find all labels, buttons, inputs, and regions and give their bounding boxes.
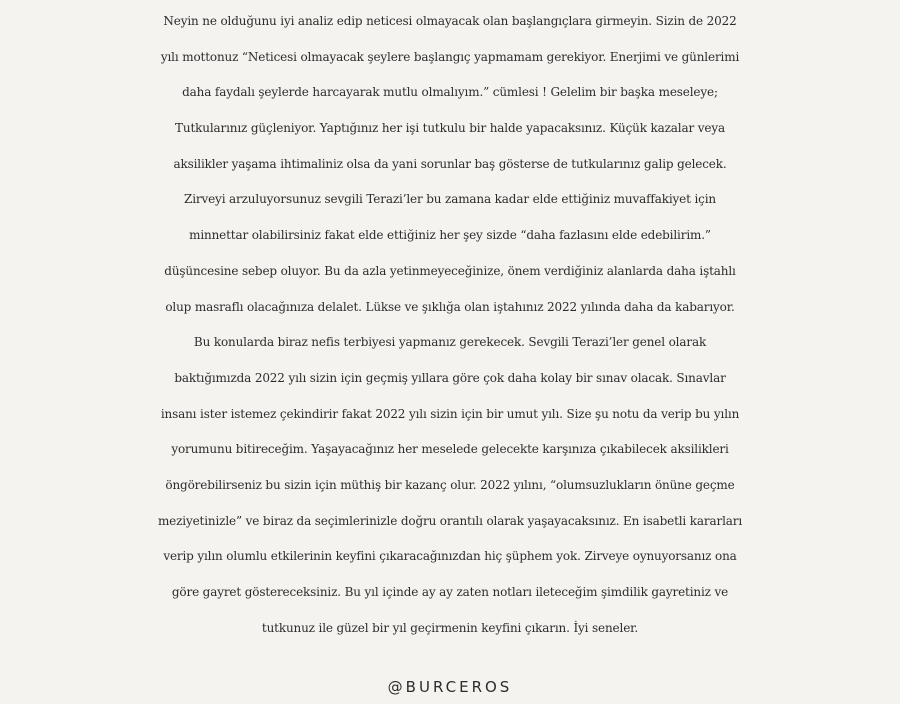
article-line: Neyin ne olduğunu iyi analiz edip neticesi olmayacak olan başlangıçlara girmeyin. Sizin de 2022 [163, 14, 737, 28]
article-line: insanı ister istemez çekindirir fakat 2022 yılı sizin için bir umut yılı. Size şu notu da verip bu yılın [160, 406, 740, 421]
article-line: daha faydalı şeylerde harcayarak mutlu olmalıyım.” cümlesi ! Gelelim bir başka meseleye; [182, 85, 718, 100]
article-line: olup masraflı olacağınıza delalet. Lükse ve şıklığa olan iştahınız 2022 yılında daha da kabarıyor. [165, 299, 735, 314]
article-line: düşüncesine sebep oluyor. Bu da azla yetinmeyeceğinize, önem verdiğiniz alanlarda daha iştahlı [164, 263, 736, 278]
article-line: verip yılın olumlu etkilerinin keyfini çıkaracağınızdan hiç şüphem yok. Zirveye oynuyorsanız ona [163, 549, 737, 564]
article-line: Bu konularda biraz nefis terbiyesi yapmanız gerekecek. Sevgili Terazi’ler genel olarak [193, 335, 707, 350]
horoscope-article [0, 4, 900, 646]
article-line: aksilikler yaşama ihtimaliniz olsa da yani sorunlar baş gösterse de tutkularınız galip gelecek. [173, 156, 727, 171]
article-line: öngörebilirseniz bu sizin için müthiş bir kazanç olur. 2022 yılını, “olumsuzlukların önüne geçme [165, 477, 735, 492]
article-line: yorumunu bitireceğim. Yaşayacağınız her meselede gelecekte karşınıza çıkabilecek aksilikleri [171, 442, 729, 457]
article-line: tutkunuz ile güzel bir yıl geçirmenin keyfini çıkarın. İyi seneler. [261, 620, 639, 635]
article-line: minnettar olabilirsiniz fakat elde ettiğiniz her şey sizde “daha fazlasını elde edebilirim.” [189, 228, 711, 243]
account-handle: @BURCEROS [387, 678, 513, 696]
article-line: yılı mottonuz “Neticesi olmayacak şeylere başlangıç yapmamam gerekiyor. Enerjimi ve günlerimi [160, 49, 740, 64]
article-line: baktığımızda 2022 yılı sizin için geçmiş yıllara göre çok daha kolay bir sınav olacak. Sınavlar [174, 370, 726, 385]
article-line: göre gayret göstereceksiniz. Bu yıl içinde ay ay zaten notları ileteceğim şimdilik gayretiniz ve [171, 585, 729, 599]
article-line: Tutkularınız güçleniyor. Yaptığınız her işi tutkulu bir halde yapacaksınız. Küçük kazalar veya [175, 121, 725, 136]
article-line: Zirveyi arzuluyorsunuz sevgili Terazi’ler bu zamana kadar elde ettiğiniz muvaffakiyet için [184, 192, 716, 207]
article-line: meziyetinizle” ve biraz da seçimlerinizle doğru orantılı olarak yaşayacaksınız. En isabetli kararları [157, 513, 743, 528]
